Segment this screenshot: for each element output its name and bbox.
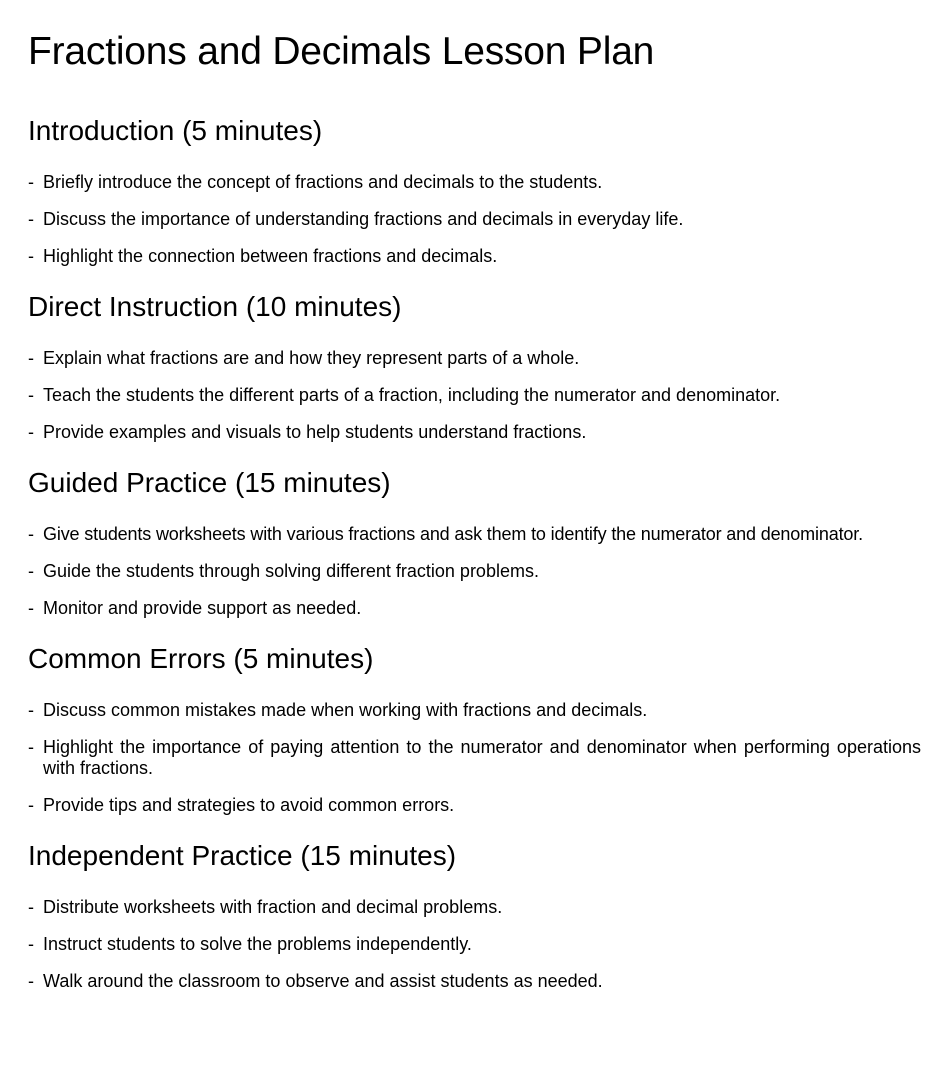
list-item <box>28 246 921 267</box>
list-item <box>28 561 921 582</box>
section-heading: Common Errors (5 minutes) <box>28 643 374 674</box>
list-item <box>28 348 921 369</box>
list-item-text: Explain what fractions are and how they represent parts of a whole. <box>43 348 580 368</box>
section-direct-instruction <box>28 290 921 443</box>
dash-bullet: - <box>28 209 34 229</box>
dash-bullet: - <box>28 598 34 618</box>
dash-bullet: - <box>28 422 34 442</box>
list-item <box>28 700 921 721</box>
list-item-text: Discuss the importance of understanding fractions and decimals in everyday life. <box>43 209 684 229</box>
section-heading: Direct Instruction (10 minutes) <box>28 291 402 322</box>
section-heading: Guided Practice (15 minutes) <box>28 467 391 498</box>
list-item <box>28 897 921 918</box>
list-item-text: Distribute worksheets with fraction and decimal problems. <box>43 897 503 917</box>
list-item <box>28 934 921 955</box>
list-item-text: Teach the students the different parts of a fraction, including the numerator and denominator. <box>43 385 781 405</box>
list-item <box>28 598 921 619</box>
list-item-text: Provide examples and visuals to help students understand fractions. <box>43 422 587 442</box>
dash-bullet: - <box>28 897 34 917</box>
list-item <box>28 737 921 779</box>
section-introduction <box>28 114 921 267</box>
section-list <box>28 700 921 816</box>
section-guided-practice <box>28 466 921 619</box>
dash-bullet: - <box>28 700 34 720</box>
dash-bullet: - <box>28 246 34 266</box>
section-list <box>28 524 921 619</box>
dash-bullet: - <box>28 348 34 368</box>
dash-bullet: - <box>28 737 34 757</box>
list-item <box>28 422 921 443</box>
dash-bullet: - <box>28 795 34 815</box>
list-item <box>28 524 921 545</box>
section-common-errors <box>28 642 921 816</box>
dash-bullet: - <box>28 561 34 581</box>
list-item-text: Briefly introduce the concept of fractions and decimals to the students. <box>43 172 603 192</box>
list-item-text: Instruct students to solve the problems independently. <box>43 934 472 954</box>
list-item-text: Guide the students through solving different fraction problems. <box>43 561 539 581</box>
section-list <box>28 172 921 267</box>
section-list <box>28 348 921 443</box>
list-item <box>28 209 921 230</box>
list-item-text: Discuss common mistakes made when working with fractions and decimals. <box>43 700 648 720</box>
dash-bullet: - <box>28 934 34 954</box>
list-item <box>28 971 921 992</box>
list-item-text: Highlight the importance of paying attention to the numerator and denominator when performing operations with fractions. <box>43 737 921 778</box>
list-item-text: Provide tips and strategies to avoid common errors. <box>43 795 455 815</box>
section-independent-practice <box>28 839 921 992</box>
document-title: Fractions and Decimals Lesson Plan <box>28 30 655 73</box>
list-item <box>28 385 921 406</box>
dash-bullet: - <box>28 385 34 405</box>
list-item-text: Give students worksheets with various fractions and ask them to identify the numerator and denominator. <box>43 524 863 544</box>
section-heading: Independent Practice (15 minutes) <box>28 840 457 871</box>
section-list <box>28 897 921 992</box>
list-item <box>28 172 921 193</box>
list-item-text: Walk around the classroom to observe and assist students as needed. <box>43 971 603 991</box>
dash-bullet: - <box>28 971 34 991</box>
dash-bullet: - <box>28 172 34 192</box>
dash-bullet: - <box>28 524 34 544</box>
section-heading: Introduction (5 minutes) <box>28 115 323 146</box>
list-item <box>28 795 921 816</box>
list-item-text: Highlight the connection between fractions and decimals. <box>43 246 498 266</box>
list-item-text: Monitor and provide support as needed. <box>43 598 362 618</box>
